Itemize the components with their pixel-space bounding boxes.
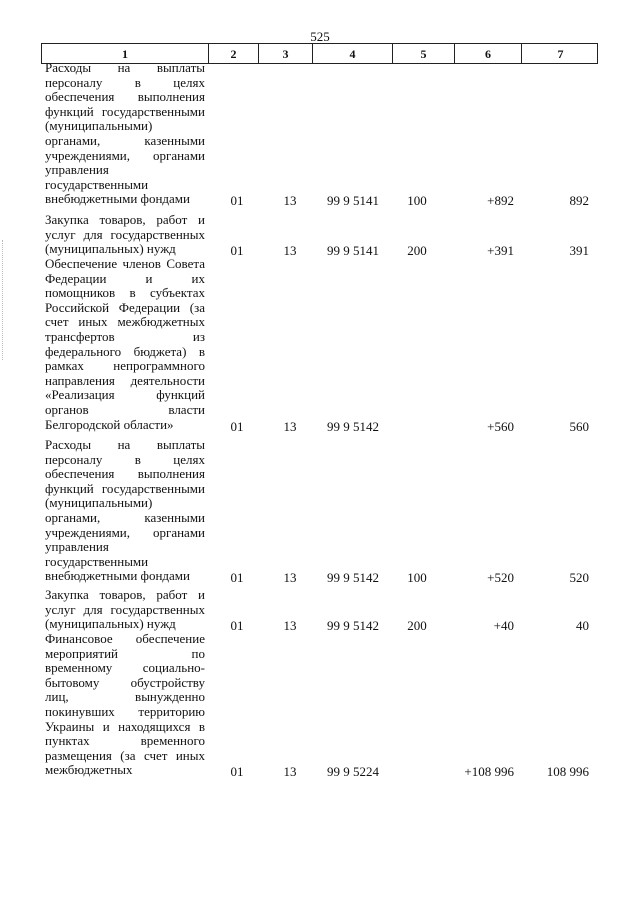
description-line: внебюджетными фондами [45,191,190,207]
description-line: функций государственными [45,103,205,119]
description-line: учреждениями, органами [45,524,205,540]
description-line: рамках непрограммного [45,358,205,374]
description-line: Расходы на выплаты [45,437,205,452]
cell-col-4: 99 9 5142 [327,618,379,634]
page-number: 525 [310,29,330,44]
cell-col-2: 01 [230,764,244,780]
margin-mark [2,240,7,360]
cell-col-4: 99 9 5141 [327,243,379,259]
cell-col-3: 13 [283,764,297,780]
row-description [45,588,205,632]
description-line: Российской Федерации (за [45,299,205,315]
cell-col-7: 520 [569,570,589,586]
cell-col-2: 01 [230,570,244,586]
cell-col-7: 892 [569,193,589,209]
cell-col-6: +40 [493,618,514,634]
description-line: обеспечения выполнения [45,466,205,482]
description-line: (муниципальных) нужд [45,241,176,257]
description-line: органами, казенными [45,509,205,525]
description-line: федерального бюджета) в [45,343,205,359]
description-line: государственными [45,553,149,569]
description-line: Финансовое обеспечение [45,631,205,646]
cell-col-5: 200 [407,618,427,634]
row-description [45,61,205,207]
description-line: направления деятельности [45,372,205,388]
description-line: обеспечения выполнения [45,89,205,105]
description-line: учреждениями, органами [45,147,205,163]
cell-col-6: +108 996 [464,764,514,780]
cell-col-6: +520 [487,570,514,586]
description-line: органов власти [45,401,205,417]
cell-col-6: +892 [487,193,514,209]
header-col-7: 7 [557,47,564,61]
row-description [45,438,205,584]
description-line: внебюджетными фондами [45,568,190,584]
description-line: Обеспечение членов Совета [45,256,205,271]
description-line: персоналу в целях [45,451,205,467]
description-line: размещения (за счет иных [45,747,205,763]
description-line: (муниципальными) [45,118,153,134]
description-line: счет иных межбюджетных [45,314,205,330]
cell-col-3: 13 [283,243,297,259]
cell-col-5: 100 [407,570,427,586]
description-line: бытовому обустройству [45,674,205,690]
description-line: временному социально- [45,660,205,676]
description-line: управления [45,539,109,555]
description-line: Федерации и их [45,270,205,286]
header-col-6: 6 [455,44,522,64]
header-col-4: 4 [313,44,393,64]
description-line: Белгородской области» [45,416,174,432]
cell-col-7: 108 996 [546,764,589,780]
description-line: (муниципальными) [45,495,153,511]
description-line: мероприятий по [45,645,205,661]
description-line: Расходы на выплаты [45,60,205,75]
description-line: органами, казенными [45,132,205,148]
cell-col-2: 01 [230,418,244,434]
cell-col-4: 99 9 5142 [327,570,379,586]
cell-col-3: 13 [283,570,297,586]
cell-col-3: 13 [283,418,297,434]
description-line: государственными [45,176,149,192]
description-line: лиц, вынужденно [45,689,205,705]
cell-col-4: 99 9 5142 [327,418,379,434]
cell-col-4: 99 9 5141 [327,193,379,209]
description-line: Украины и находящихся в [45,718,205,734]
description-line: пунктах временного [45,733,205,749]
cell-col-6: +391 [487,243,514,259]
cell-col-7: 40 [576,618,589,634]
cell-col-2: 01 [230,243,244,259]
description-line: межбюджетных [45,762,133,778]
description-line: функций государственными [45,480,205,496]
description-line: Закупка товаров, работ и [45,587,205,602]
header-col-1: 1 [42,44,209,64]
description-line: трансфертов из [45,328,205,344]
cell-col-3: 13 [283,618,297,634]
description-line: услуг для государственных [45,601,205,617]
description-line: Закупка товаров, работ и [45,212,205,227]
cell-col-2: 01 [230,193,244,209]
description-line: управления [45,162,109,178]
description-line: (муниципальных) нужд [45,616,176,632]
cell-col-5: 200 [407,243,427,259]
header-col-3: 3 [259,44,313,64]
cell-col-3: 13 [283,193,297,209]
header-col-5: 5 [393,44,455,64]
cell-col-4: 99 9 5224 [327,764,379,780]
header-col-2: 2 [209,44,259,64]
row-description [45,257,205,432]
row-description [45,213,205,257]
row-description [45,632,205,778]
description-line: помощников в субъектах [45,285,205,301]
cell-col-7: 560 [569,418,589,434]
description-line: покинувших территорию [45,703,205,719]
cell-col-7: 391 [569,243,589,259]
description-line: «Реализация функций [45,387,205,403]
cell-col-5: 100 [407,193,427,209]
description-line: услуг для государственных [45,226,205,242]
cell-col-2: 01 [230,618,244,634]
cell-col-6: +560 [487,418,514,434]
description-line: персоналу в целях [45,74,205,90]
